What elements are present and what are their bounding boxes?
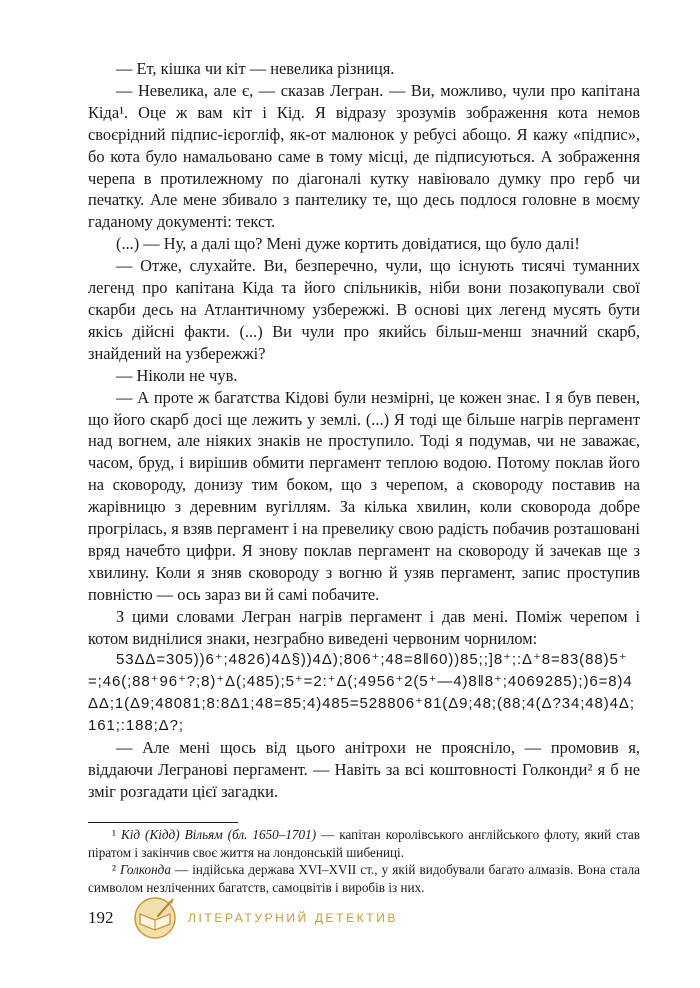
paragraph-3: (...) — Ну, а далі що? Мені дуже кортить довідатися, що було далі! bbox=[116, 234, 580, 254]
paragraph-5: — Ніколи не чув. bbox=[116, 365, 238, 385]
footnote-text: — індійська держава XVI–XVII ст., у якій видобували багато алмазів. Вона стала символом незліченних багатств, самоцвітів і виробів із них. bbox=[88, 862, 641, 895]
book-quill-emblem-icon bbox=[128, 894, 182, 942]
closing-paragraph: — Але мені щось від цього анітрохи не прояснілo, — промовив я, віддаючи Леграновi пергамент. — Навіть за всі коштовності Голконди² я б не зміг розгадати цієї загадки. bbox=[88, 738, 640, 801]
footnote-2 bbox=[88, 861, 640, 896]
paragraph-4: — Отже, слухайте. Ви, безперечно, чули, що існують тисячі туманних легенд про капітана Кіда та його спільників, ніби вони позакопували свої скарби десь на Атлантичному узбережжі. В основі цих легенд мусять бути якісь дійсні факти. (...) Ви чули про якийсь більш-менш значний скарб, знайдений на узбережжі? bbox=[88, 256, 640, 363]
footnote-marker: ² bbox=[112, 862, 116, 877]
footnote-text: — капітан королівського англійського флоту, який став піратом і закінчив своє життя на лондонській шибениці. bbox=[88, 827, 640, 860]
footnote-term: Кід (Кідд) Вільям (бл. 1650–1701) bbox=[120, 827, 317, 842]
paragraph-2: — Невелика, але є, — сказав Легран. — Ви, можливо, чули про капітана Кіда¹. Оце ж вам кіт і Кід. Я відразу зрозумів зображення кота немов своєрідний підпис-ієрогліф, як-от малюнок у ребусі абощо. Я кажу «підпис», бо кота було намальовано саме в тому місці, де підписуються. А зображення черепа в протилежному по діагоналі кутку навіювало думку про герб чи печатку. Але мене збивало з пантелику те, що десь подлося головне в моєму гаданому документі: текст. bbox=[88, 80, 640, 232]
main-text bbox=[88, 58, 640, 803]
paragraph-1: — Ет, кішка чи кіт — невелика різниця. bbox=[116, 59, 395, 78]
footnotes bbox=[88, 826, 640, 896]
footnote-term: Голконда bbox=[120, 862, 171, 877]
page-number: 192 bbox=[88, 908, 114, 927]
cipher-text: 53ΔΔ=305))6⁺;4826)4Δ§))4Δ);806⁺;48=8‖60))85;;]8⁺;:Δ⁺8=83(88)5⁺=;46(;88⁺96⁺?;8)⁺Δ(;485);5⁺=2:⁺Δ(;4956⁺2(5⁺—4)8‖8⁺;4069285);)6=8)4ΔΔ;1(Δ9;48081;8:8Δ1;48=85;4)485=528806⁺81(Δ9;48;(88;4(Δ?34;48)4Δ;161;:188;Δ?; bbox=[88, 651, 635, 735]
series-title: ЛІТЕРАТУРНИЙ ДЕТЕКТИВ bbox=[188, 911, 399, 925]
paragraph-6: — А проте ж багатства Кідові були незмірні, це кожен знає. І я був певен, що його скарб досі ще лежить у землі. (...) Я тоді ще більше нагрів пергамент над вогнем, але ніяких знаків не проступило. Тоді я подумав, чи не заважає, часом, бруд, і вирішив обмити пергамент теплою водою. Потому поклав його на сковороду, донизу тим боком, що з черепом, а сковороду поставив на жарівницю з деревним вугіллям. За кілька хвилин, коли сковорода добре прогрілась, я взяв пергамент і на превелику свою радість побачив розташовані вряд начебто цифри. Я знову поклав пергамент на сковороду й зачекав ще з хвилину. Коли я зняв сковороду з вогню й узяв пергамент, запис проступив повністю — ось зараз ви й самі побачите. bbox=[88, 387, 640, 604]
paragraph-7: З цими словами Легран нагрів пергамент і дав мені. Поміж черепом і котом виднілися знаки, незграбно виведені червоним чорнилом: bbox=[88, 606, 640, 648]
footnote-marker: ¹ bbox=[112, 827, 116, 842]
footnote-divider bbox=[88, 822, 238, 823]
footnote-1 bbox=[88, 826, 640, 861]
page-footer bbox=[88, 902, 648, 938]
